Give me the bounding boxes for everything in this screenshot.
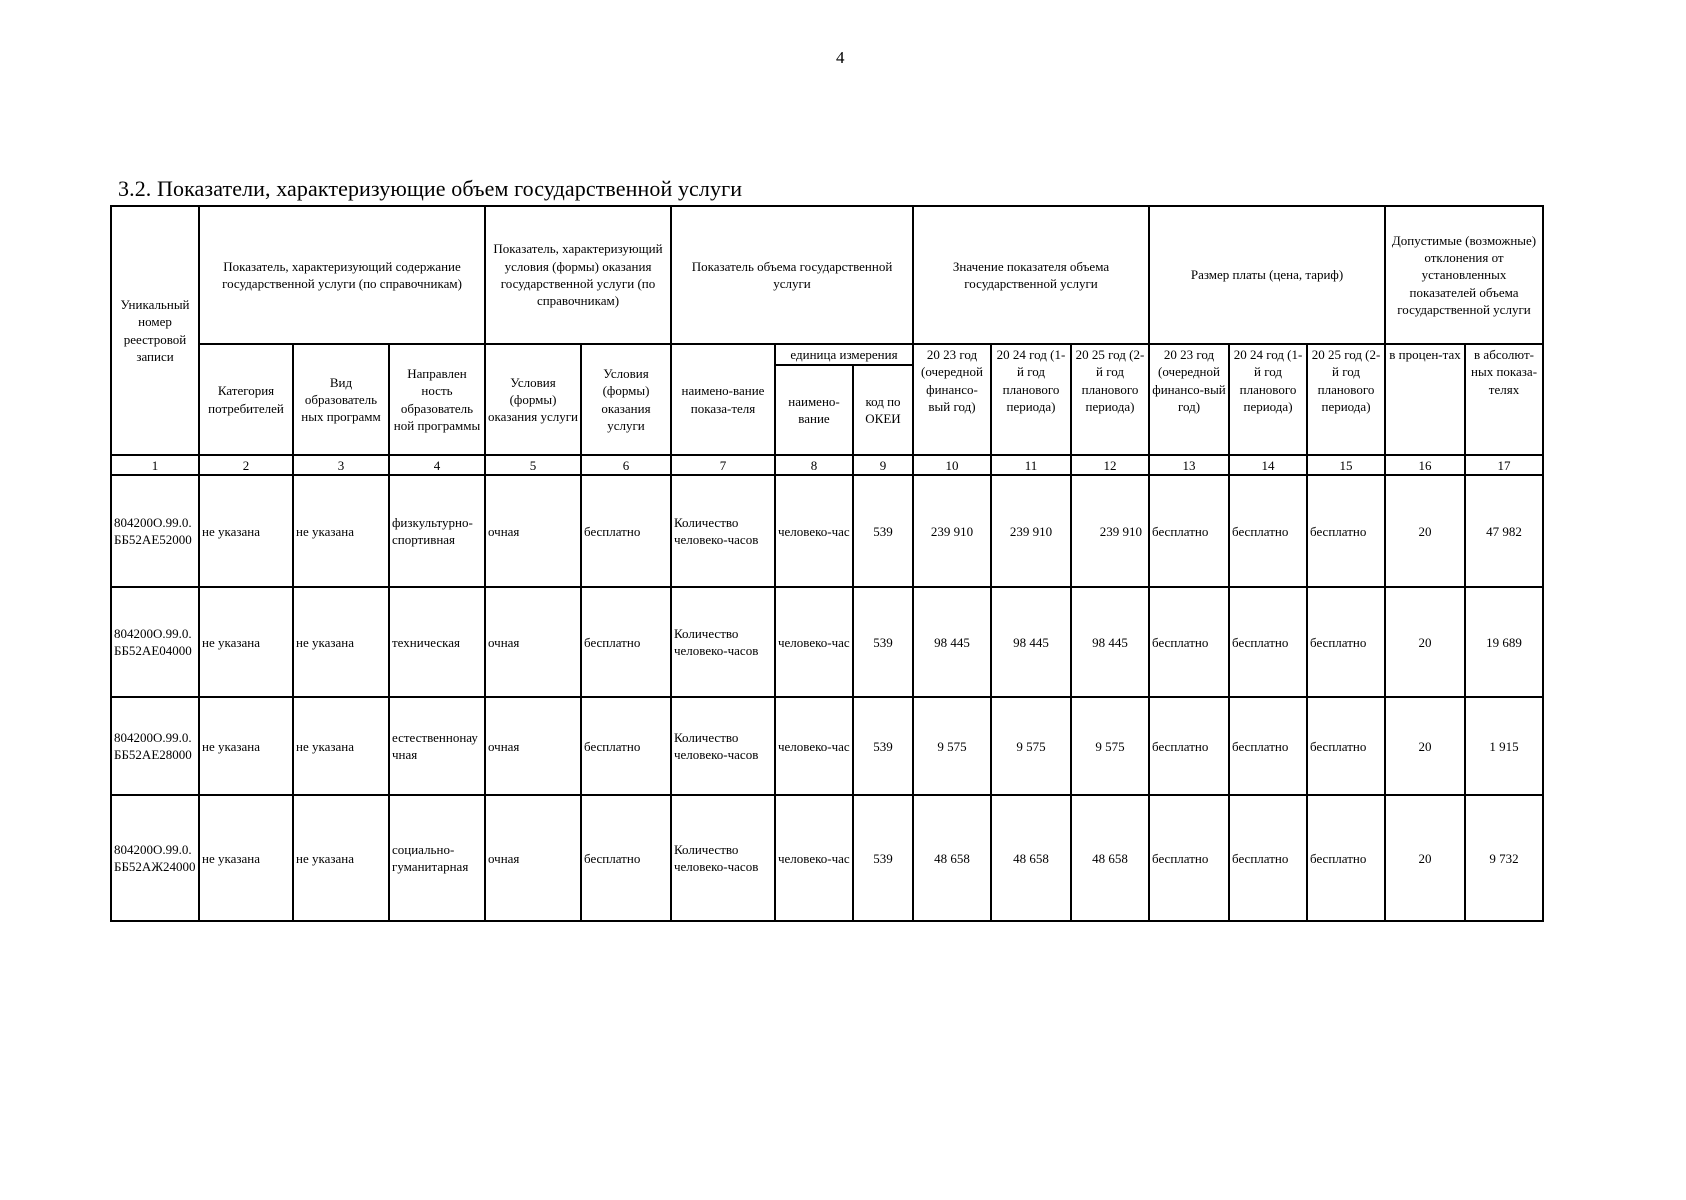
table-row [111, 795, 1543, 921]
header-content-group: Показатель, характеризующий содержание государственной услуги (по справочникам) [199, 206, 485, 344]
consumer-category: не указана [199, 697, 293, 795]
okei-code: 539 [853, 587, 913, 697]
indicator-name: Количество человеко-часов [671, 795, 775, 921]
header-value-2023: 20 23 год (очередной финансо-вый год) [913, 344, 991, 455]
header-fee-group: Размер платы (цена, тариф) [1149, 206, 1385, 344]
column-number: 7 [671, 455, 775, 475]
service-payment: бесплатно [581, 475, 671, 587]
value-2023: 98 445 [913, 587, 991, 697]
unit-name: человеко-час [775, 475, 853, 587]
column-number-row [111, 455, 1543, 475]
header-unique-record: Уникальный номер реестровой записи [111, 206, 199, 455]
header-consumer-category: Категория потребителей [199, 344, 293, 455]
okei-code: 539 [853, 697, 913, 795]
value-2024: 98 445 [991, 587, 1071, 697]
okei-code: 539 [853, 475, 913, 587]
registry-code: 804200О.99.0.ББ52АЕ04000 [111, 587, 199, 697]
page-number: 4 [836, 48, 845, 67]
deviation-absolute: 19 689 [1465, 587, 1543, 697]
program-direction: социально-гуманитарная [389, 795, 485, 921]
header-value-2024: 20 24 год (1-й год планового периода) [991, 344, 1071, 455]
header-okei-code: код по ОКЕИ [853, 365, 913, 455]
deviation-absolute: 47 982 [1465, 475, 1543, 587]
program-direction: естественнонаучная [389, 697, 485, 795]
header-volume-group: Показатель объема государственной услуги [671, 206, 913, 344]
deviation-absolute: 1 915 [1465, 697, 1543, 795]
fee-2023: бесплатно [1149, 697, 1229, 795]
column-number: 13 [1149, 455, 1229, 475]
column-number: 9 [853, 455, 913, 475]
value-2025: 239 910 [1071, 475, 1149, 587]
program-direction: техническая [389, 587, 485, 697]
program-type: не указана [293, 697, 389, 795]
header-unit-name: наимено-вание [775, 365, 853, 455]
program-type: не указана [293, 795, 389, 921]
fee-2025: бесплатно [1307, 475, 1385, 587]
consumer-category: не указана [199, 475, 293, 587]
value-2023: 239 910 [913, 475, 991, 587]
header-fee-2024: 20 24 год (1-й год планового периода) [1229, 344, 1307, 455]
unit-name: человеко-час [775, 697, 853, 795]
column-number: 11 [991, 455, 1071, 475]
fee-2025: бесплатно [1307, 587, 1385, 697]
value-2025: 9 575 [1071, 697, 1149, 795]
header-unit: единица измерения [775, 344, 913, 365]
deviation-percent: 20 [1385, 697, 1465, 795]
section-title: 3.2. Показатели, характеризующие объем государственной услуги [118, 176, 743, 201]
consumer-category: не указана [199, 587, 293, 697]
column-number: 17 [1465, 455, 1543, 475]
fee-2024: бесплатно [1229, 795, 1307, 921]
column-number: 15 [1307, 455, 1385, 475]
service-payment: бесплатно [581, 697, 671, 795]
fee-2024: бесплатно [1229, 587, 1307, 697]
fee-2024: бесплатно [1229, 697, 1307, 795]
service-form: очная [485, 475, 581, 587]
value-2024: 239 910 [991, 475, 1071, 587]
fee-2023: бесплатно [1149, 475, 1229, 587]
registry-code: 804200О.99.0.ББ52АЖ24000 [111, 795, 199, 921]
deviation-percent: 20 [1385, 795, 1465, 921]
header-value-2025: 20 25 год (2-й год планового периода) [1071, 344, 1149, 455]
column-number: 1 [111, 455, 199, 475]
header-program-type: Вид образователь ных программ [293, 344, 389, 455]
column-number: 2 [199, 455, 293, 475]
header-conditions-2: Условия (формы) оказания услуги [581, 344, 671, 455]
header-conditions-1: Условия (формы) оказания услуги [485, 344, 581, 455]
fee-2024: бесплатно [1229, 475, 1307, 587]
header-indicator-name: наимено-вание показа-теля [671, 344, 775, 455]
header-fee-2025: 20 25 год (2-й год планового периода) [1307, 344, 1385, 455]
value-2024: 9 575 [991, 697, 1071, 795]
column-number: 3 [293, 455, 389, 475]
value-2023: 48 658 [913, 795, 991, 921]
unit-name: человеко-час [775, 587, 853, 697]
fee-2023: бесплатно [1149, 795, 1229, 921]
service-form: очная [485, 587, 581, 697]
column-number: 10 [913, 455, 991, 475]
program-type: не указана [293, 475, 389, 587]
fee-2025: бесплатно [1307, 795, 1385, 921]
deviation-percent: 20 [1385, 475, 1465, 587]
fee-2025: бесплатно [1307, 697, 1385, 795]
volume-indicators-table [110, 205, 1544, 922]
value-2023: 9 575 [913, 697, 991, 795]
table-row [111, 587, 1543, 697]
value-2025: 98 445 [1071, 587, 1149, 697]
table-row [111, 475, 1543, 587]
column-number: 12 [1071, 455, 1149, 475]
fee-2023: бесплатно [1149, 587, 1229, 697]
column-number: 14 [1229, 455, 1307, 475]
column-number: 8 [775, 455, 853, 475]
header-value-group: Значение показателя объема государственной услуги [913, 206, 1149, 344]
indicator-name: Количество человеко-часов [671, 587, 775, 697]
header-fee-2023: 20 23 год (очередной финансо-вый год) [1149, 344, 1229, 455]
column-number: 16 [1385, 455, 1465, 475]
registry-code: 804200О.99.0.ББ52АЕ28000 [111, 697, 199, 795]
service-payment: бесплатно [581, 587, 671, 697]
unit-name: человеко-час [775, 795, 853, 921]
deviation-absolute: 9 732 [1465, 795, 1543, 921]
registry-code: 804200О.99.0.ББ52АЕ52000 [111, 475, 199, 587]
table-row [111, 697, 1543, 795]
service-form: очная [485, 697, 581, 795]
header-program-direction: Направлен ность образователь ной программы [389, 344, 485, 455]
deviation-percent: 20 [1385, 587, 1465, 697]
column-number: 4 [389, 455, 485, 475]
header-deviation-percent: в процен-тах [1385, 344, 1465, 455]
header-conditions-group: Показатель, характеризующий условия (формы) оказания государственной услуги (по справочникам) [485, 206, 671, 344]
column-number: 6 [581, 455, 671, 475]
header-deviation-absolute: в абсолют-ных показа-телях [1465, 344, 1543, 455]
header-deviation-group: Допустимые (возможные) отклонения от установленных показателей объема государственной услуги [1385, 206, 1543, 344]
value-2024: 48 658 [991, 795, 1071, 921]
indicator-name: Количество человеко-часов [671, 475, 775, 587]
indicator-name: Количество человеко-часов [671, 697, 775, 795]
column-number: 5 [485, 455, 581, 475]
value-2025: 48 658 [1071, 795, 1149, 921]
program-type: не указана [293, 587, 389, 697]
service-payment: бесплатно [581, 795, 671, 921]
program-direction: физкультурно-спортивная [389, 475, 485, 587]
consumer-category: не указана [199, 795, 293, 921]
okei-code: 539 [853, 795, 913, 921]
service-form: очная [485, 795, 581, 921]
